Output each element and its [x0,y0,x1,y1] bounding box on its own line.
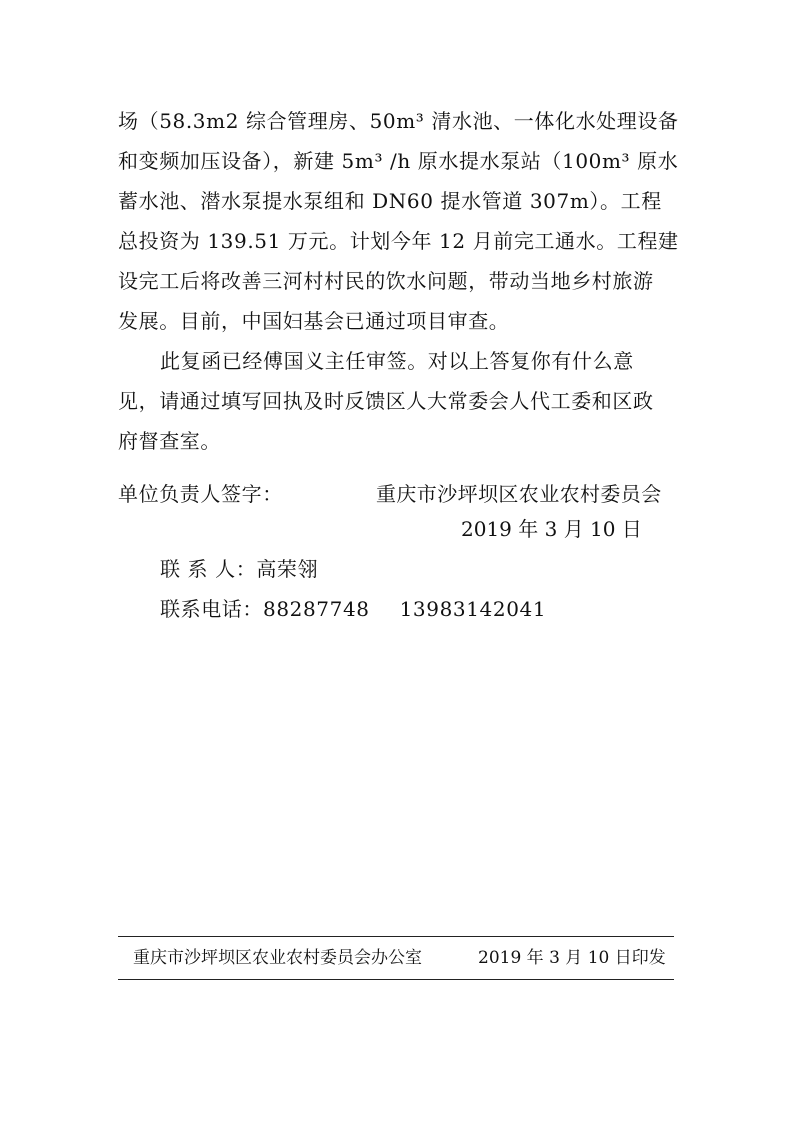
body-line: 总投资为 139.51 万元。计划今年 12 月前完工通水。工程建 [118,229,679,253]
footer-issuer: 重庆市沙坪坝区农业农村委员会办公室 [133,948,422,968]
body-line: 此复函已经傅国义主任审签。对以上答复你有什么意 [160,349,634,373]
body-line: 府督查室。 [118,429,221,453]
body-line: 设完工后将改善三河村村民的饮水问题，带动当地乡村旅游 [118,269,654,293]
phone-label: 联系电话： [160,597,263,621]
footer-top-rule [118,936,674,937]
body-line: 见，请通过填写回执及时反馈区人大常委会人代工委和区政 [118,389,654,413]
body-line: 和变频加压设备），新建 5m³ /h 原水提水泵站（100m³ 原水 [118,149,679,173]
signature-organization: 重庆市沙坪坝区农业农村委员会 [376,482,662,506]
footer-issue-date: 2019 年 3 月 10 日印发 [478,948,666,968]
phone-mobile: 13983142041 [399,597,547,621]
footer-bottom-rule [118,979,674,980]
body-line: 发展。目前，中国妇基会已通过项目审查。 [118,309,510,333]
signature-label: 单位负责人签字： [118,482,283,506]
body-line: 场（58.3m2 综合管理房、50m³ 清水池、一体化水处理设备 [118,109,679,133]
contact-person: 联 系 人：高荣翎 [160,557,319,581]
signature-date: 2019 年 3 月 10 日 [461,517,642,541]
phone-office: 88287748 [263,597,370,621]
contact-phone [160,596,546,622]
body-line: 蓄水池、潜水泵提水泵组和 DN60 提水管道 307m）。工程 [118,189,662,213]
